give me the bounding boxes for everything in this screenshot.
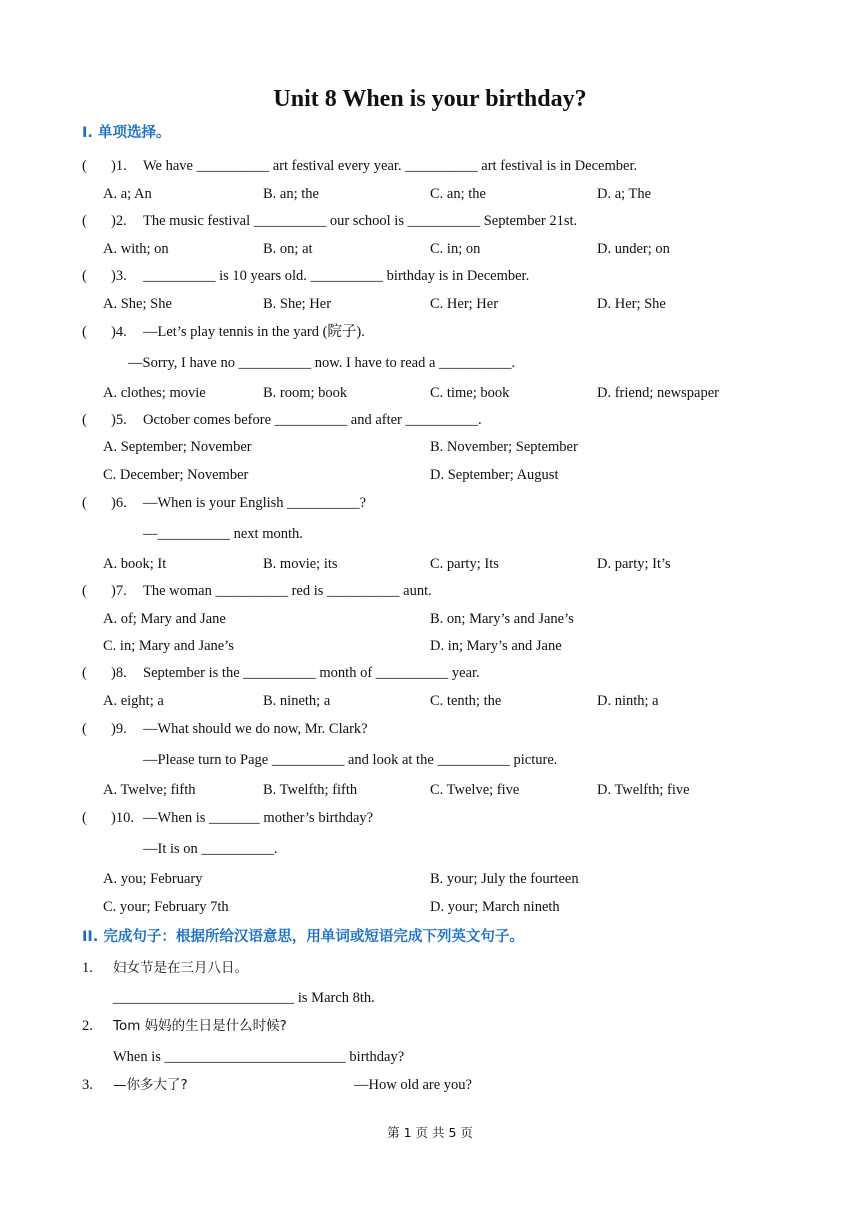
option-b: B. your; July the fourteen xyxy=(430,871,579,887)
option-c: C. December; November xyxy=(103,467,249,483)
option-c: C. your; February 7th xyxy=(103,899,229,915)
question-number: )7. xyxy=(111,583,127,599)
option-b: B. She; Her xyxy=(263,296,332,312)
question-text: The woman __________ red is __________ aunt. xyxy=(143,583,432,599)
option-d: D. friend; newspaper xyxy=(597,385,719,401)
question-number: )2. xyxy=(111,213,127,229)
page-footer: 第 1 页 共 5 页 xyxy=(387,1125,473,1140)
option-a: A. you; February xyxy=(103,871,203,887)
option-a: A. eight; a xyxy=(103,693,164,709)
question-text: __________ is 10 years old. __________ birthday is in December. xyxy=(143,268,530,284)
answer-paren: ( xyxy=(82,665,87,681)
option-d: D. in; Mary’s and Jane xyxy=(430,638,562,654)
answer-paren: ( xyxy=(82,213,87,229)
option-a: A. with; on xyxy=(103,241,169,257)
option-c: C. time; book xyxy=(430,385,510,401)
option-c: C. in; Mary and Jane’s xyxy=(103,638,234,654)
question-text-reply: —It is on __________. xyxy=(143,841,278,857)
section-1-heading: I. 单项选择。 xyxy=(82,125,171,141)
option-b: B. November; September xyxy=(430,439,578,455)
question-number: )9. xyxy=(111,721,127,737)
option-a: A. of; Mary and Jane xyxy=(103,611,226,627)
option-c: C. in; on xyxy=(430,241,481,257)
answer-paren: ( xyxy=(82,268,87,284)
question-text: —What should we do now, Mr. Clark? xyxy=(143,721,368,737)
answer-paren: ( xyxy=(82,412,87,428)
option-d: D. Twelfth; five xyxy=(597,782,690,798)
item-number: 1. xyxy=(82,960,93,976)
question-text: October comes before __________ and after __________. xyxy=(143,412,482,428)
chinese-prompt: Tom 妈妈的生日是什么时候? xyxy=(113,1018,287,1034)
answer-paren: ( xyxy=(82,583,87,599)
option-d: D. under; on xyxy=(597,241,670,257)
option-b: B. room; book xyxy=(263,385,348,401)
option-b: B. movie; its xyxy=(263,556,338,572)
question-number: )1. xyxy=(111,158,127,174)
answer-paren: ( xyxy=(82,810,87,826)
option-a: A. clothes; movie xyxy=(103,385,206,401)
chinese-prompt: 妇女节是在三月八日。 xyxy=(113,960,248,976)
question-text: —When is your English __________? xyxy=(143,495,367,511)
option-b: B. nineth; a xyxy=(263,693,331,709)
question-text: September is the __________ month of __________ year. xyxy=(143,665,480,681)
option-d: D. Her; She xyxy=(597,296,666,312)
option-d: D. ninth; a xyxy=(597,693,659,709)
option-c: C. tenth; the xyxy=(430,693,502,709)
question-number: )4. xyxy=(111,324,127,340)
option-c: C. Her; Her xyxy=(430,296,499,312)
option-a: A. Twelve; fifth xyxy=(103,782,196,798)
option-a: A. She; She xyxy=(103,296,172,312)
page-title: Unit 8 When is your birthday? xyxy=(273,86,587,112)
question-text: —Let’s play tennis in the yard (院子). xyxy=(143,324,365,340)
answer-paren: ( xyxy=(82,324,87,340)
answer-paren: ( xyxy=(82,158,87,174)
option-b: B. an; the xyxy=(263,186,319,202)
option-c: C. Twelve; five xyxy=(430,782,520,798)
question-number: )8. xyxy=(111,665,127,681)
question-number: )6. xyxy=(111,495,127,511)
option-b: B. on; Mary’s and Jane’s xyxy=(430,611,574,627)
english-sentence: _________________________ is March 8th. xyxy=(113,990,375,1006)
answer-paren: ( xyxy=(82,495,87,511)
chinese-prompt: —你多大了? xyxy=(113,1077,188,1093)
english-sentence: When is _________________________ birthday? xyxy=(113,1049,405,1065)
question-text: We have __________ art festival every year. __________ art festival is in December. xyxy=(143,158,638,174)
question-number: )5. xyxy=(111,412,127,428)
item-number: 2. xyxy=(82,1018,93,1034)
english-sentence: —How old are you? xyxy=(354,1077,472,1093)
answer-paren: ( xyxy=(82,721,87,737)
option-a: A. a; An xyxy=(103,186,152,202)
option-b: B. Twelfth; fifth xyxy=(263,782,358,798)
question-number: )3. xyxy=(111,268,127,284)
option-c: C. an; the xyxy=(430,186,486,202)
question-text-reply: —Sorry, I have no __________ now. I have to read a __________. xyxy=(128,355,516,371)
question-text-reply: —Please turn to Page __________ and look at the __________ picture. xyxy=(143,752,558,768)
section-2-heading: II. 完成句子：根据所给汉语意思，用单词或短语完成下列英文句子。 xyxy=(82,929,524,945)
question-text: The music festival __________ our school is __________ September 21st. xyxy=(143,213,578,229)
item-number: 3. xyxy=(82,1077,93,1093)
option-a: A. book; It xyxy=(103,556,167,572)
option-d: D. a; The xyxy=(597,186,652,202)
option-d: D. September; August xyxy=(430,467,559,483)
question-text: —When is _______ mother’s birthday? xyxy=(143,810,374,826)
option-d: D. party; It’s xyxy=(597,556,671,572)
option-c: C. party; Its xyxy=(430,556,499,572)
option-d: D. your; March nineth xyxy=(430,899,560,915)
option-b: B. on; at xyxy=(263,241,313,257)
question-text-reply: —__________ next month. xyxy=(143,526,303,542)
question-number: )10. xyxy=(111,810,134,826)
option-a: A. September; November xyxy=(103,439,252,455)
